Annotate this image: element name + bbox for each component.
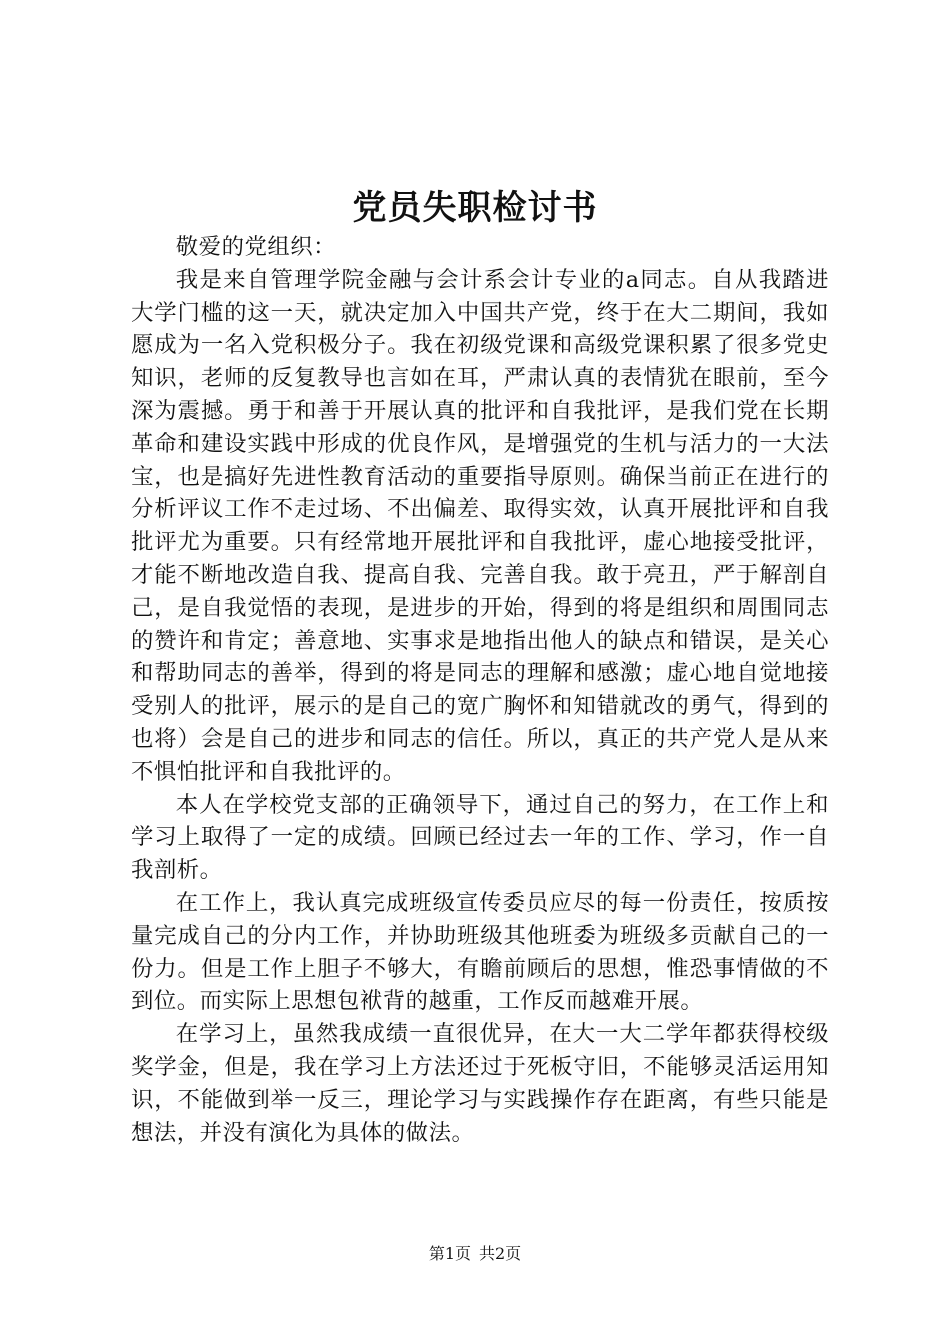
page-total: 共2页 [479,1244,522,1263]
document-body [131,231,829,1149]
salutation: 敬爱的党组织： [175,234,337,260]
body-paragraph: 在工作上，我认真完成班级宣传委员应尽的每一份责任，按质按量完成自己的分内工作，并协助班级其他班委为班级多贡献自己的一份力。但是工作上胆子不够大，有瞻前顾后的思想，惟恐事情做的不到位。而实际上思想包袱背的越重，工作反而越难开展。 [131,889,829,1015]
page-footer [0,1242,950,1266]
body-paragraph: 本人在学校党支部的正确领导下，通过自己的努力，在工作上和学习上取得了一定的成绩。回顾已经过去一年的工作、学习，作一自我剖析。 [131,791,829,884]
body-paragraph: 在学习上，虽然我成绩一直很优异，在大一大二学年都获得校级奖学金，但是，我在学习上方法还过于死板守旧，不能够灵活运用知识，不能做到举一反三，理论学习与实践操作存在距离，有些只能是想法，并没有演化为具体的做法。 [131,1021,829,1146]
document-title: 党员失职检讨书 [352,188,598,228]
body-paragraph: 我是来自管理学院金融与会计系会计专业的a同志。自从我踏进大学门槛的这一天，就决定加入中国共产党，终于在大二期间，我如愿成为一名入党积极分子。我在初级党课和高级党课积累了很多党史知识，老师的反复教导也言如在耳，严肃认真的表情犹在眼前，至今深为震撼。勇于和善于开展认真的批评和自我批评，是我们党在长期革命和建设实践中形成的优良作风，是增强党的生机与活力的一大法宝，也是搞好先进性教育活动的重要指导原则。确保当前正在进行的分析评议工作不走过场、不出偏差、取得实效，认真开展批评和自我批评尤为重要。只有经常地开展批评和自我批评，虚心地接受批评，才能不断地改造自我、提高自我、完善自我。敢于亮丑，严于解剖自己，是自我觉悟的表现，是进步的开始，得到的将是组织和周围同志的赞许和肯定；善意地、实事求是地指出他人的缺点和错误，是关心和帮助同志的善举，得到的将是同志的理解和感激；虚心地自觉地接受别人的批评，展示的是自己的宽广胸怀和知错就改的勇气，得到的也将）会是自己的进步和同志的信任。所以，真正的共产党人是从来不惧怕批评和自我批评的。 [131,266,829,785]
page-number: 第1页 [428,1244,471,1263]
